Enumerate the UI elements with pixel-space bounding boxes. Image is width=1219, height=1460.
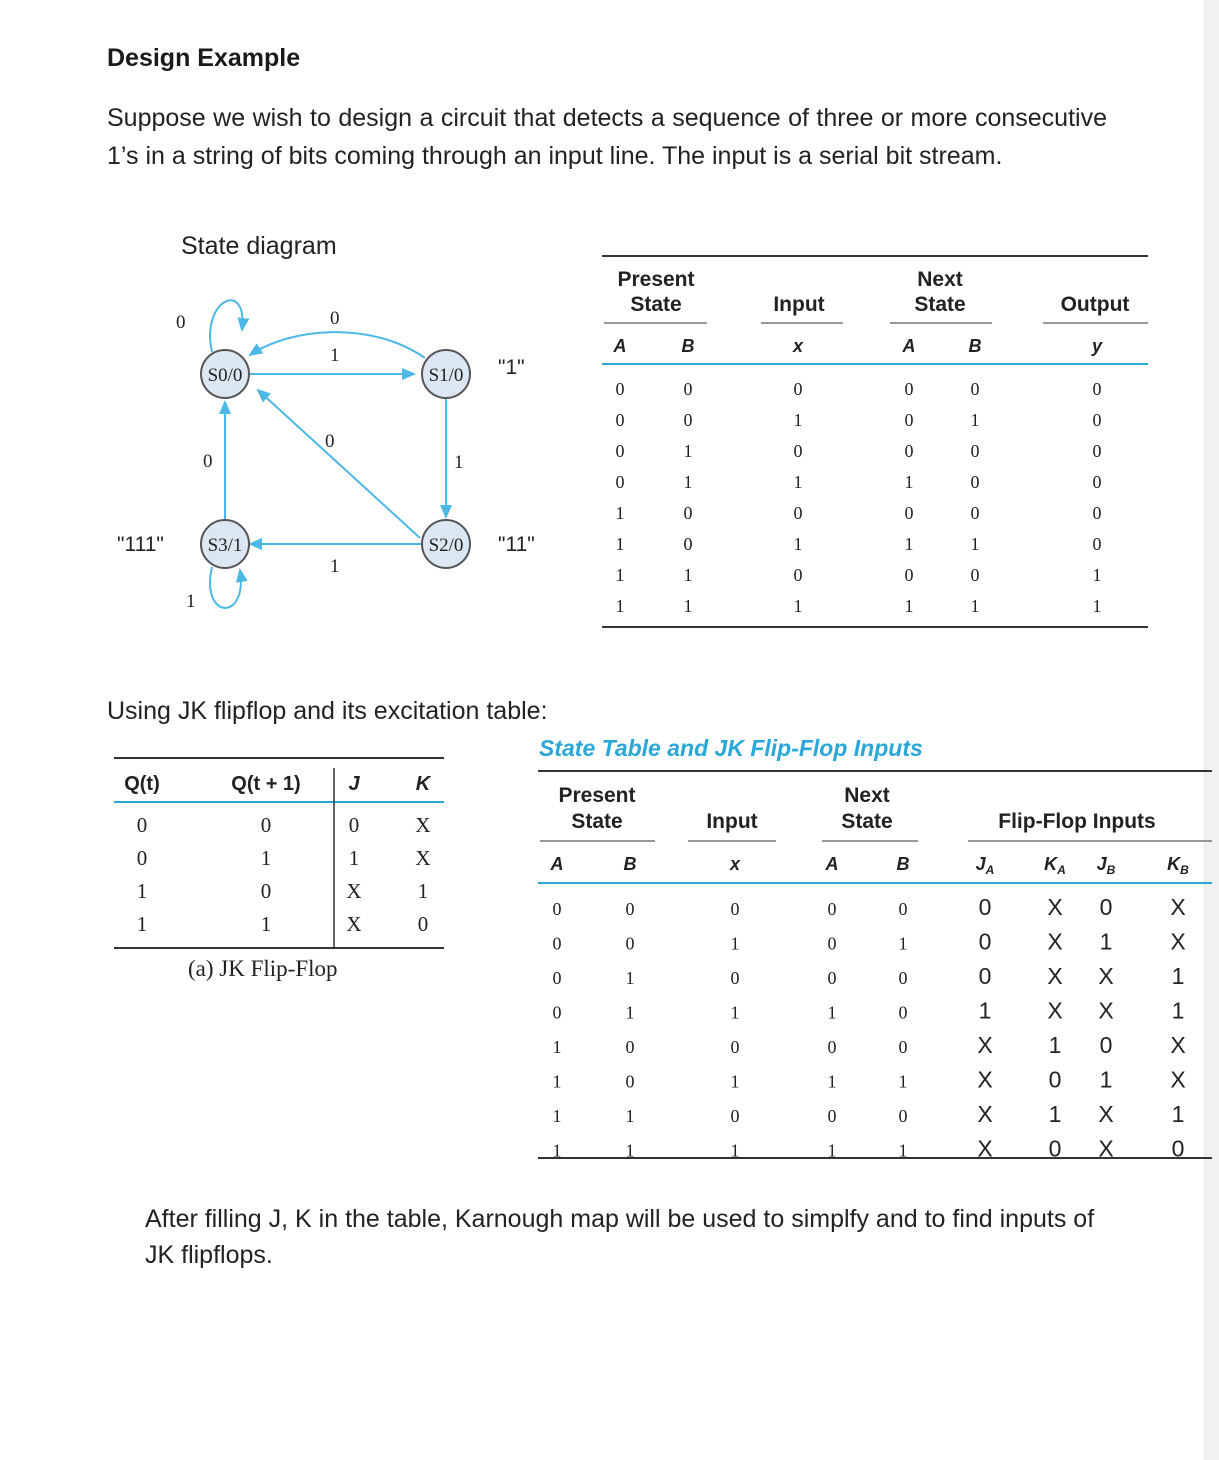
st-cell: 0 [683, 503, 693, 523]
st-sub-x: x [792, 336, 804, 356]
jk-cell: 0 [730, 1037, 740, 1057]
st-cell: 0 [615, 379, 625, 399]
jk-table [535, 765, 1215, 1165]
jk-cell: 1 [1048, 1032, 1062, 1058]
state-s2-label: S2/0 [428, 535, 464, 556]
ex-head-qt1: Q(t + 1) [231, 773, 301, 795]
jk-cell: 0 [552, 1002, 562, 1023]
jk-sub-header: $J_B$ [1096, 854, 1116, 877]
st-cell: 1 [793, 410, 803, 430]
st-cell: 0 [970, 441, 980, 461]
jk-cell: 0 [898, 968, 908, 988]
jk-cell: X [1098, 1101, 1114, 1127]
st-cell: 1 [904, 534, 914, 554]
edge-s2-to-s0 [258, 390, 420, 538]
st-cell: 0 [683, 534, 693, 554]
jk-cell: 0 [978, 928, 992, 955]
jk-cell: 0 [827, 933, 837, 954]
jk-cell: 0 [898, 1002, 908, 1023]
state-s0-label: S0/0 [207, 365, 243, 386]
edge-s3-self [210, 567, 241, 608]
jk-cell: 1 [730, 933, 740, 954]
ex-cell: 1 [260, 912, 272, 936]
jk-cell: X [977, 1066, 993, 1093]
st-group-present-2: State [630, 293, 682, 316]
jk-cell: 0 [625, 1037, 635, 1057]
jk-group-next-1: Next [844, 784, 890, 807]
st-sub-next-b: B [968, 336, 982, 356]
jk-group-next-2: State [841, 810, 893, 833]
jk-cell: 0 [625, 933, 635, 954]
ex-cell: X [346, 879, 362, 903]
st-cell: 0 [1092, 503, 1102, 523]
jk-cell: 0 [978, 963, 992, 989]
jk-cell: 1 [827, 1071, 837, 1092]
st-cell: 0 [970, 472, 980, 492]
jk-sub-header: B [623, 854, 637, 874]
st-cell: 1 [683, 565, 693, 585]
st-cell: 1 [970, 410, 980, 430]
using-jk-text: Using JK flipflop and its excitation table: [107, 697, 548, 725]
jk-cell: 0 [1048, 1135, 1062, 1162]
after-paragraph: After filling J, K in the table, Karnough map will be used to simplfy and to find inputs of JK flipflops. [145, 1205, 1095, 1269]
jk-cell: 0 [1099, 894, 1113, 920]
jk-cell: 0 [552, 899, 562, 919]
st-cell: 0 [970, 503, 980, 523]
intro-paragraph: Suppose we wish to design a circuit that detects a sequence of three or more consecutive 1’s in a string of bits coming through an input line. The input is a serial bit stream. [107, 104, 1107, 170]
st-group-next-2: State [914, 293, 966, 316]
st-group-output: Output [1060, 293, 1130, 316]
edge-label-s1-to-s2: 1 [454, 452, 464, 473]
jk-cell: 0 [898, 1106, 908, 1126]
st-cell: 0 [615, 472, 625, 492]
jk-caption: (a) JK Flip-Flop [188, 956, 338, 981]
jk-sub-header: $K_A$ [1044, 854, 1066, 877]
jk-cell: 1 [552, 1106, 562, 1126]
st-cell: 1 [1092, 565, 1102, 585]
jk-cell: 1 [552, 1140, 562, 1161]
jk-cell: X [1098, 963, 1114, 989]
st-cell: 1 [1092, 596, 1102, 616]
st-cell: 0 [904, 503, 914, 523]
st-cell: 0 [970, 379, 980, 399]
ex-cell: 1 [136, 879, 148, 903]
state-diagram-label: State diagram [181, 232, 337, 260]
jk-cell: X [1047, 963, 1063, 989]
jk-cell: 1 [625, 968, 635, 988]
jk-cell: 1 [730, 1071, 740, 1092]
edge-s0-self [210, 300, 242, 352]
jk-cell: 0 [1171, 1135, 1185, 1162]
st-cell: 1 [793, 596, 803, 616]
jk-cell: 1 [625, 1106, 635, 1126]
edge-label-s2-to-s3: 1 [330, 556, 340, 577]
st-cell: 1 [615, 565, 625, 585]
jk-cell: 1 [625, 1140, 635, 1161]
st-cell: 1 [683, 596, 693, 616]
jk-cell: 1 [1171, 963, 1185, 989]
state-label-1: "1" [498, 356, 525, 379]
st-cell: 0 [793, 441, 803, 461]
jk-cell: X [1047, 928, 1063, 955]
jk-cell: 0 [978, 894, 992, 920]
st-cell: 0 [793, 565, 803, 585]
jk-cell: 0 [827, 968, 837, 988]
jk-cell: X [1170, 894, 1186, 920]
jk-cell: 1 [898, 1140, 908, 1161]
jk-cell: 0 [552, 933, 562, 954]
ex-cell: 0 [260, 879, 272, 903]
jk-cell: X [977, 1135, 993, 1162]
jk-cell: 0 [730, 899, 740, 919]
edge-label-s0-to-s1: 1 [330, 345, 340, 366]
jk-cell: 1 [898, 933, 908, 954]
jk-cell: 1 [827, 1140, 837, 1161]
jk-cell: X [977, 1101, 993, 1127]
ex-cell: 1 [348, 846, 360, 870]
st-cell: 0 [615, 441, 625, 461]
st-cell: 0 [1092, 379, 1102, 399]
st-cell: 0 [1092, 441, 1102, 461]
edge-label-s3-self: 1 [186, 591, 196, 612]
state-s3 [201, 520, 249, 568]
st-cell: 0 [793, 379, 803, 399]
edge-label-s3-to-s0: 0 [203, 451, 213, 472]
st-cell: 0 [683, 410, 693, 430]
state-s3-label: S3/1 [207, 535, 243, 556]
jk-cell: 1 [552, 1071, 562, 1092]
st-cell: 1 [904, 596, 914, 616]
st-cell: 0 [683, 379, 693, 399]
st-group-input: Input [773, 293, 825, 316]
jk-cell: 0 [827, 1037, 837, 1057]
ex-cell: 1 [136, 912, 148, 936]
st-cell: 1 [615, 503, 625, 523]
st-cell: 0 [793, 503, 803, 523]
st-cell: 1 [793, 472, 803, 492]
state-diagram [100, 270, 570, 640]
jk-cell: 0 [827, 1106, 837, 1126]
jk-cell: 1 [552, 1037, 562, 1057]
st-cell: 1 [970, 534, 980, 554]
excitation-table [110, 752, 450, 952]
jk-cell: 0 [730, 1106, 740, 1126]
jk-cell: 1 [827, 1002, 837, 1023]
jk-cell: 0 [1048, 1066, 1062, 1093]
jk-cell: 1 [1171, 997, 1185, 1024]
st-group-next-1: Next [917, 268, 963, 291]
edge-label-s1-to-s0: 0 [330, 308, 340, 329]
ex-cell: X [346, 912, 362, 936]
jk-cell: 1 [978, 997, 992, 1024]
state-label-11: "11" [498, 533, 535, 556]
jk-cell: 0 [898, 1037, 908, 1057]
st-sub-b: B [681, 336, 695, 356]
st-cell: 0 [904, 441, 914, 461]
jk-cell: 0 [827, 899, 837, 919]
st-cell: 0 [904, 410, 914, 430]
jk-cell: X [1170, 1032, 1186, 1058]
st-cell: 1 [683, 441, 693, 461]
jk-cell: X [1098, 997, 1114, 1024]
ex-body [137, 813, 431, 936]
state-s1-label: S1/0 [428, 365, 464, 386]
st-cell: 0 [1092, 534, 1102, 554]
jk-cell: 1 [898, 1071, 908, 1092]
ex-cell: 0 [136, 846, 148, 870]
jk-sub-header: x [729, 854, 741, 874]
jk-sub-header: B [896, 854, 910, 874]
jk-group-present-2: State [571, 810, 623, 833]
page-edge [1204, 0, 1219, 1460]
ex-cell: 0 [260, 813, 272, 837]
st-cell: 1 [683, 472, 693, 492]
jk-cell: 1 [1048, 1101, 1062, 1127]
st-body [616, 379, 1102, 616]
ex-cell: 0 [136, 813, 148, 837]
st-sub-y: y [1091, 336, 1103, 356]
jk-group-input: Input [706, 810, 758, 833]
jk-cell: 1 [730, 1002, 740, 1023]
st-cell: 0 [1092, 410, 1102, 430]
jk-cell: 1 [625, 1002, 635, 1023]
ex-cell: 1 [417, 879, 429, 903]
jk-body [553, 894, 1186, 1162]
jk-sub-header: $K_B$ [1167, 854, 1189, 877]
st-cell: 1 [615, 596, 625, 616]
jk-cell: X [1098, 1135, 1114, 1162]
st-cell: 0 [970, 565, 980, 585]
st-sub-next-a: A [902, 336, 916, 356]
st-cell: 1 [793, 534, 803, 554]
state-s1 [422, 350, 470, 398]
jk-table-title: State Table and JK Flip-Flop Inputs [539, 735, 923, 761]
jk-cell: 1 [1099, 1066, 1113, 1093]
jk-cell: 1 [1099, 928, 1113, 955]
st-cell: 0 [615, 410, 625, 430]
ex-head-k: K [415, 773, 431, 795]
st-cell: 1 [904, 472, 914, 492]
st-cell: 0 [904, 565, 914, 585]
st-cell: 0 [1092, 472, 1102, 492]
jk-sub-header: A [550, 854, 564, 874]
st-group-present-1: Present [617, 268, 695, 291]
jk-group-ff-inputs: Flip-Flop Inputs [998, 810, 1156, 833]
ex-cell: 0 [348, 813, 360, 837]
jk-cell: 0 [730, 968, 740, 988]
ex-cell: X [415, 846, 431, 870]
state-s2 [422, 520, 470, 568]
ex-cell: 0 [417, 912, 429, 936]
ex-head-j: J [348, 773, 360, 795]
state-label-111: "111" [117, 533, 164, 556]
st-cell: 1 [970, 596, 980, 616]
edge-label-s0-self: 0 [176, 312, 186, 333]
ex-cell: 1 [260, 846, 272, 870]
page-title: Design Example [107, 44, 301, 72]
jk-cell: X [1047, 894, 1063, 920]
jk-cell: 0 [625, 899, 635, 919]
st-cell: 0 [904, 379, 914, 399]
st-sub-a: A [613, 336, 627, 356]
ex-head-qt: Q(t) [124, 773, 160, 795]
ex-cell: X [415, 813, 431, 837]
state-s0 [201, 350, 249, 398]
jk-cell: 0 [898, 899, 908, 919]
jk-cell: 0 [1099, 1032, 1113, 1058]
jk-cell: 0 [625, 1071, 635, 1092]
jk-cell: X [977, 1032, 993, 1058]
jk-group-present-1: Present [558, 784, 636, 807]
jk-cell: 1 [1171, 1101, 1185, 1127]
jk-cell: X [1047, 997, 1063, 1024]
state-table [600, 250, 1150, 635]
jk-cell: X [1170, 1066, 1186, 1093]
jk-cell: 1 [730, 1140, 740, 1161]
jk-cell: X [1170, 928, 1186, 955]
jk-cell: 0 [552, 968, 562, 988]
jk-sub-header: A [825, 854, 839, 874]
edge-label-s2-to-s0: 0 [325, 431, 335, 452]
jk-sub-header: $J_A$ [975, 854, 995, 877]
st-cell: 1 [615, 534, 625, 554]
